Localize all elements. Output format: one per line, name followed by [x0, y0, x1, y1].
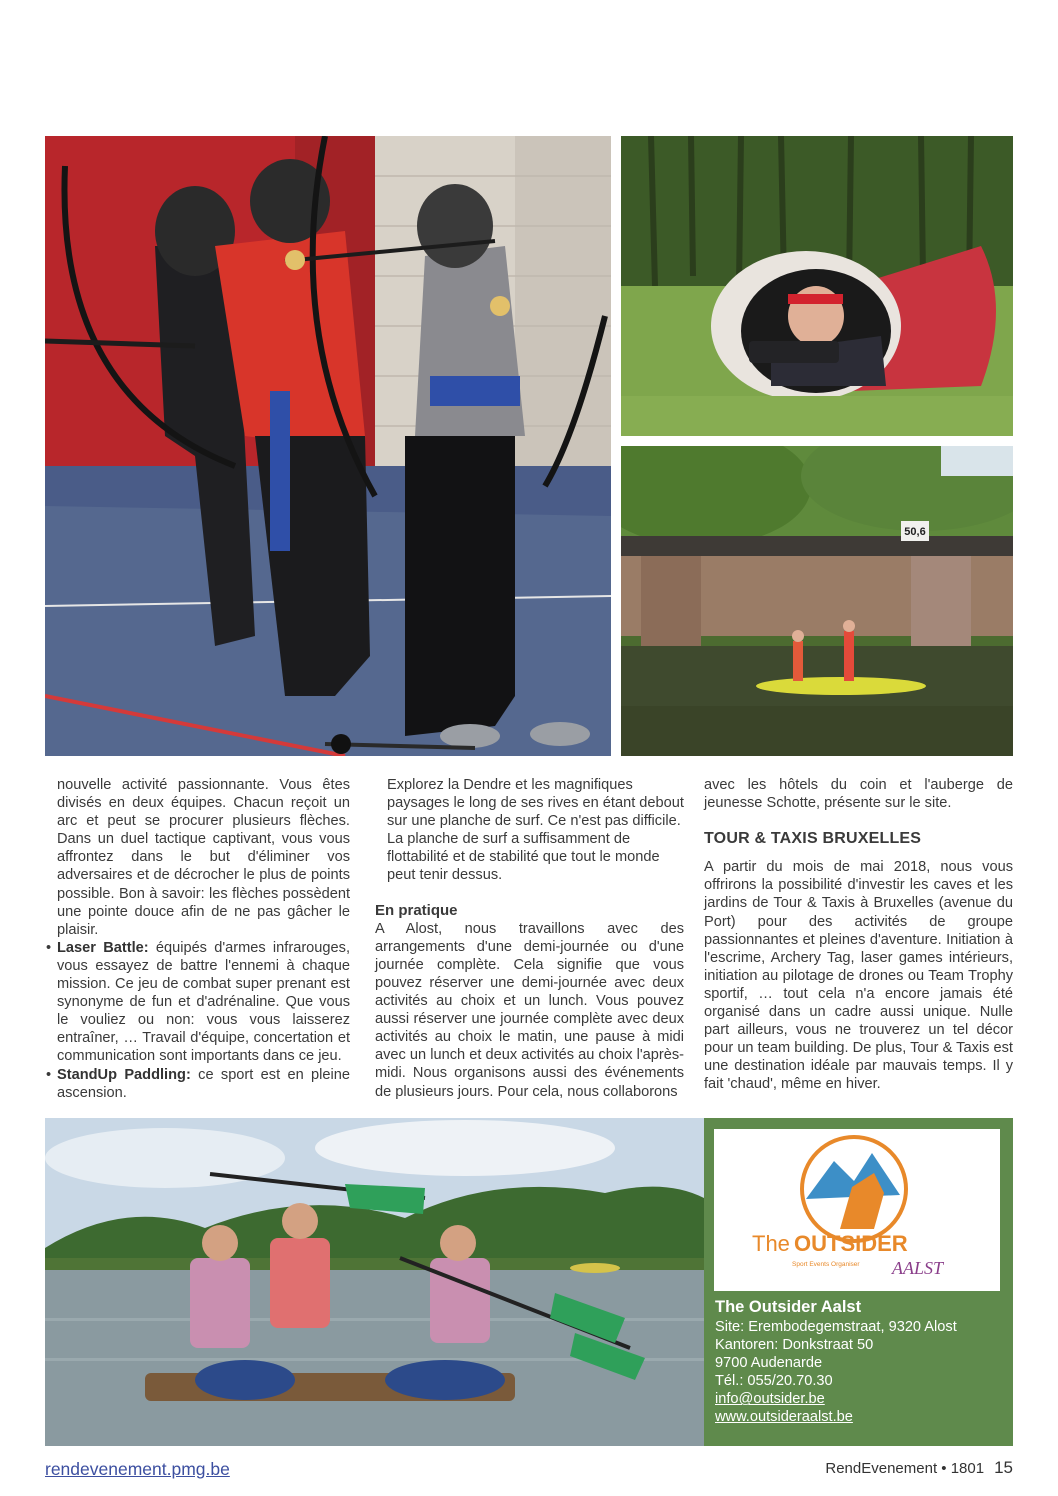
contact-phone: Tél.: 055/20.70.30	[715, 1373, 833, 1390]
standup-paddle-photo	[621, 446, 1013, 756]
column2-continued: Explorez la Dendre et les magnifiques paysages le long de ses rives en étant debout sur une planche de surf. Ce n'est pas difficile. La planche de surf a suffisamment de flottabilité et de stabilité que tout le monde peut tenir dessus.	[387, 777, 684, 884]
footer-website-link[interactable]: rendevenement.pmg.be	[45, 1459, 230, 1479]
contact-name: The Outsider Aalst	[715, 1298, 862, 1316]
section-heading-tour-taxis: TOUR & TAXIS BRUXELLES	[704, 830, 922, 848]
footer-magazine: RendEvenement • 1801	[825, 1460, 985, 1477]
column3-body: A partir du mois de mai 2018, nous vous offrirons la possibilité d'investir les caves et les jardins de Tour & Taxis à Bruxelles (avenue du Port) pour des activités de groupe passionnantes et pleines d'aventure. Initiation à l'escrime, Archery Tag, laser games intérieurs, initiation au pilotage de drones ou Team Trophy sportif, … tout cela n'a encore jamais été organisé dans un cadre aussi unique. Nulle part ailleurs, vous ne trouverez un tel décor pour un team building. De plus, Tour & Taxis est une destination idéale par mauvais temps. Il y fait 'chaud', même en hiver.	[704, 859, 1013, 1093]
bullet-label: StandUp Paddling:	[57, 1066, 191, 1083]
bullet-dot: •	[46, 939, 52, 956]
bullet-label: Laser Battle:	[57, 939, 149, 956]
footer-issue	[825, 1458, 1013, 1478]
bullet-text: équipés d'armes infrarouges, vous essayez de battre l'ennemi à chaque mission. Ce jeu de combat super prenant est synonyme de fun et d'adrénaline. Que vous le vouliez ou non: vous vous laisserez entraîner, … Travail d'équipe, concertation et communication sont importants dans ce jeu.	[57, 939, 350, 1065]
contact-box	[704, 1118, 1013, 1446]
raft-photo	[45, 1118, 704, 1446]
subheading-en-pratique: En pratique	[375, 901, 458, 919]
archery-photo	[45, 136, 611, 756]
outsider-logo	[714, 1129, 1000, 1291]
text-column-1	[46, 776, 350, 1102]
bullet-standup-paddling	[46, 1066, 350, 1102]
text-column-2	[375, 776, 684, 1101]
bullet-laser-battle	[46, 939, 350, 1066]
contact-details	[715, 1296, 957, 1427]
bridge-sign-text: 50,6	[904, 526, 926, 538]
contact-email-link[interactable]: info@outsider.be	[715, 1391, 825, 1408]
contact-city: 9700 Audenarde	[715, 1355, 823, 1372]
logo-tagline: Sport Events Organiser	[792, 1261, 860, 1268]
bullet-dot: •	[46, 1066, 52, 1083]
column1-intro: nouvelle activité passionnante. Vous êtes divisés en deux équipes. Chacun reçoit un arc et peut se procurer plusieurs flèches. Dans un duel tactique captivant, vous vous affrontez dans le but d'éliminer vos adversaires et de décrocher le plus de points possible. Bon à savoir: les flèches possèdent une pointe douce afin de ne pas gâcher le plaisir.	[57, 777, 350, 938]
logo-the: The	[752, 1231, 790, 1256]
logo-outsider: OUTSIDER	[794, 1231, 908, 1256]
contact-site: Site: Erembodegemstraat, 9320 Alost	[715, 1319, 957, 1335]
contact-office: Kantoren: Donkstraat 50	[715, 1337, 874, 1354]
laser-tunnel-photo	[621, 136, 1013, 436]
bullet-text: ce sport est en pleine ascension.	[57, 1066, 350, 1101]
text-column-3	[704, 776, 1013, 1094]
column2-body: A Alost, nous travaillons avec des arrangements d'une demi-journée ou d'une journée complète. Cela signifie que vous pouvez réserver une demi-journée avec deux activités au choix et un lunch. Vous pouvez aussi réserver une journée complète avec deux activités au choix le matin, une pause à midi avec un lunch et deux activités au choix l'après-midi. Nous organisons aussi des événements de plusieurs jours. Pour cela, nous collaborons	[375, 920, 684, 1100]
contact-website-link[interactable]: www.outsideraalst.be	[715, 1409, 853, 1426]
logo-city: AALST	[892, 1258, 944, 1278]
column3-continued: avec les hôtels du coin et l'auberge de jeunesse Schotte, présente sur le site.	[704, 777, 1013, 812]
page-number: 15	[994, 1458, 1013, 1477]
